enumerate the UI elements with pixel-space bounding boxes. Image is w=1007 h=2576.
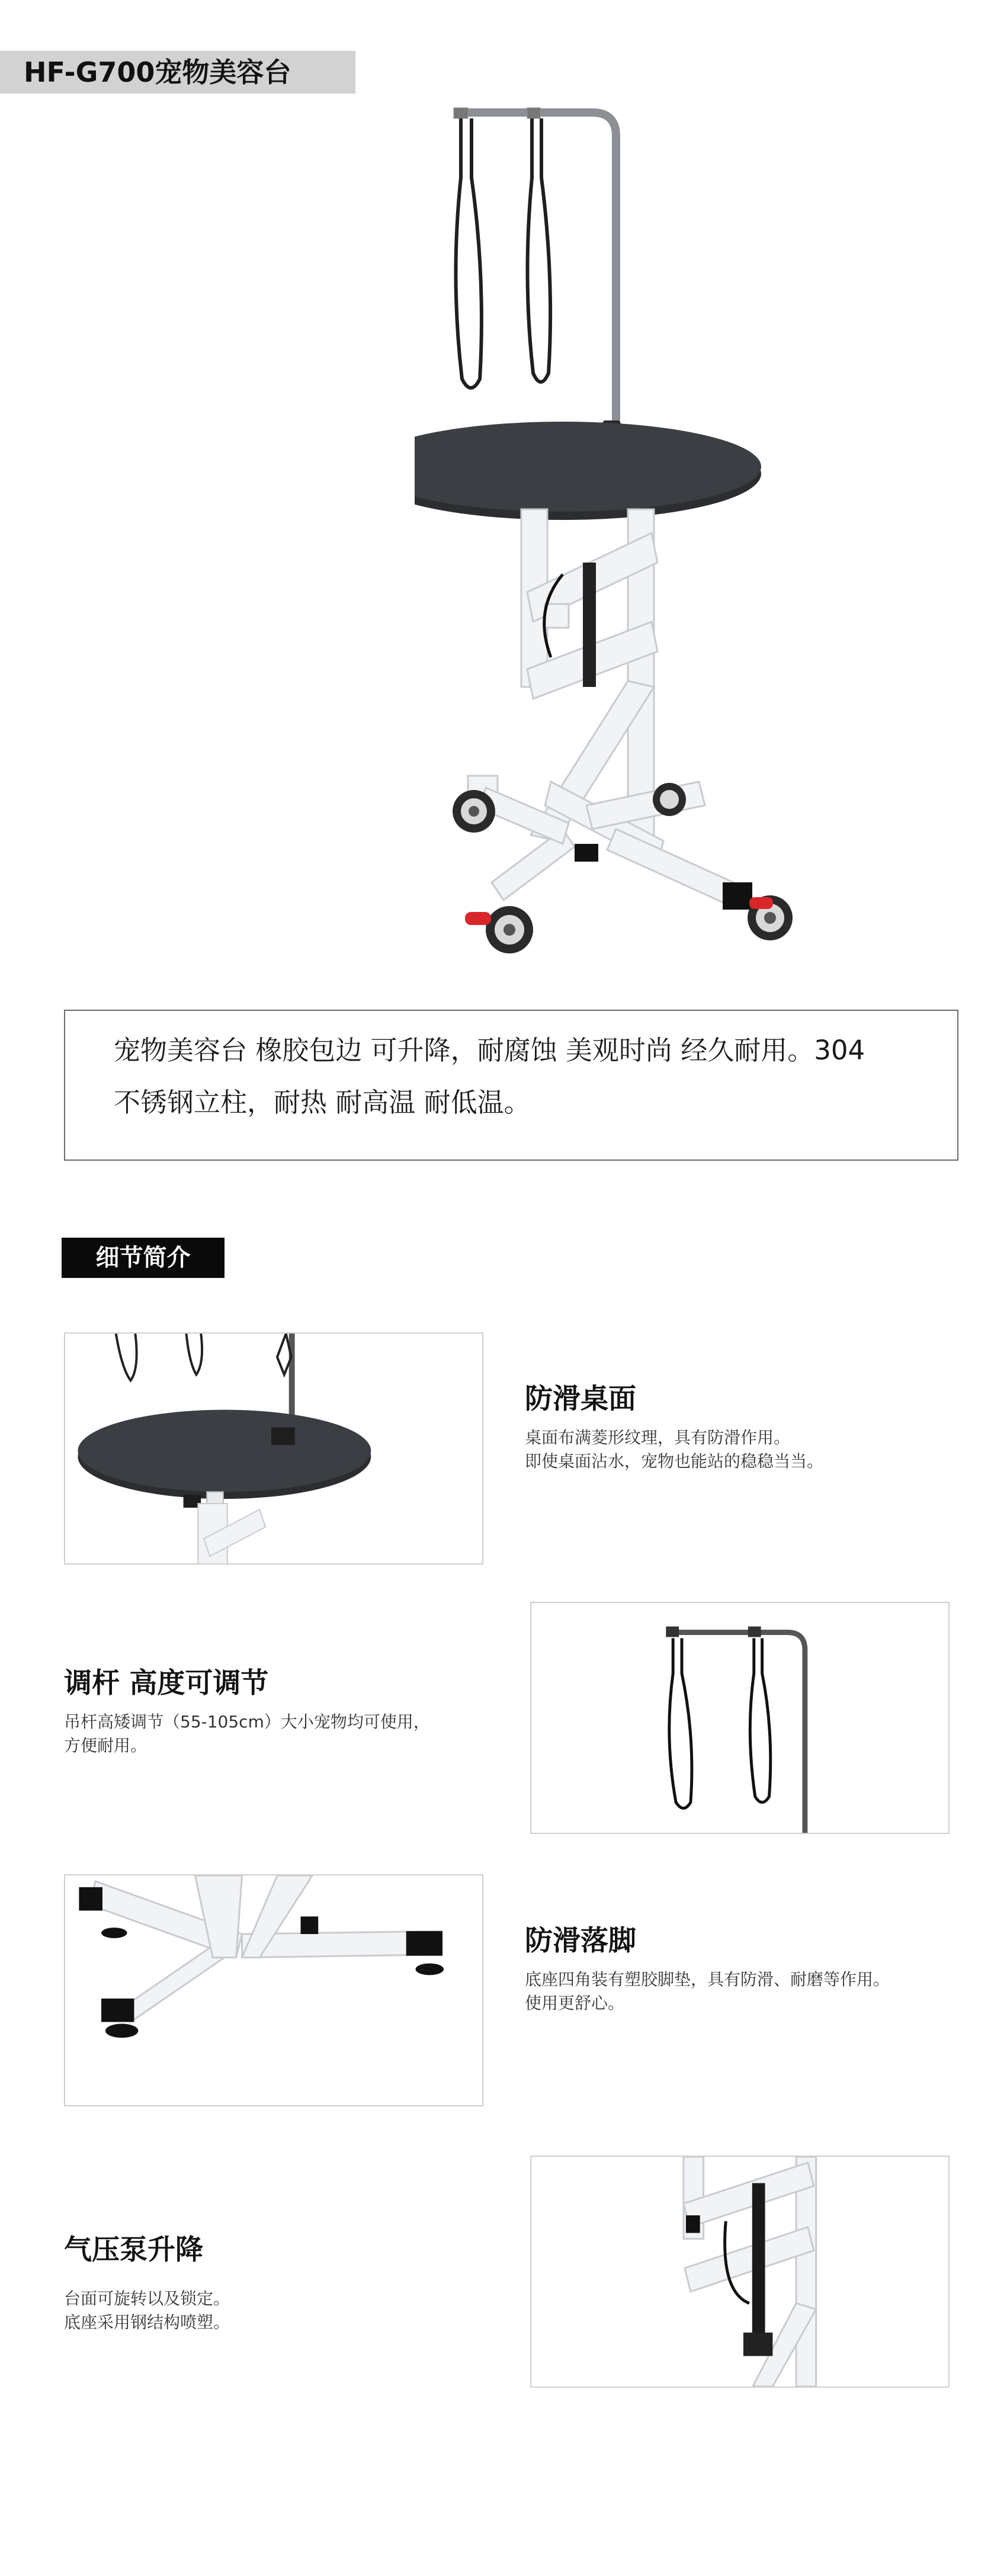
feature-line: 底座四角装有塑胶脚垫，具有防滑、耐磨等作用。 <box>525 1970 890 1989</box>
pump-closeup <box>531 2157 948 2387</box>
description-line: 不锈钢立柱，耐热 耐高温 耐低温。 <box>114 1087 531 1118</box>
feature-line: 桌面布满菱形纹理，具有防滑作用。 <box>525 1428 791 1447</box>
base <box>468 776 746 909</box>
feature-line: 使用更舒心。 <box>525 1993 625 2013</box>
grooming-loops <box>456 118 550 388</box>
feature-image-feet <box>64 1874 483 2106</box>
hero-product-image <box>415 101 829 977</box>
section-label: 细节简介 <box>62 1238 225 1278</box>
feature-line: 即使桌面沾水，宠物也能站的稳稳当当。 <box>525 1451 824 1471</box>
feature-line: 台面可旋转以及锁定。 <box>64 2289 230 2308</box>
description-text <box>114 1024 943 1129</box>
feature-title: 调杆 高度可调节 <box>64 1667 269 1700</box>
feature-description <box>525 1968 987 2015</box>
feature-title: 防滑桌面 <box>525 1383 636 1415</box>
feature-title: 气压泵升降 <box>64 2234 203 2266</box>
grooming-table-illustration <box>415 101 829 977</box>
feature-line: 底座采用钢结构喷塑。 <box>64 2312 230 2332</box>
feature-image-tabletop <box>64 1332 483 1565</box>
description-line: 宠物美容台 橡胶包边 可升降，耐腐蚀 美观时尚 经久耐用。304 <box>114 1035 865 1066</box>
feature-image-pump <box>530 2156 950 2388</box>
base-closeup <box>65 1875 482 2105</box>
feature-line: 吊杆高矮调节（55-105cm）大小宠物均可使用， <box>64 1712 430 1732</box>
arm-closeup <box>531 1603 948 1833</box>
feature-line: 方便耐用。 <box>64 1736 147 1755</box>
feature-description <box>64 2287 514 2334</box>
feature-description <box>525 1426 975 1473</box>
tabletop-closeup <box>65 1334 482 1563</box>
page-title: HF-G700宠物美容台 <box>24 56 291 88</box>
feature-description <box>64 1710 514 1758</box>
feature-title: 防滑落脚 <box>525 1925 636 1957</box>
feature-image-arm <box>530 1602 950 1834</box>
